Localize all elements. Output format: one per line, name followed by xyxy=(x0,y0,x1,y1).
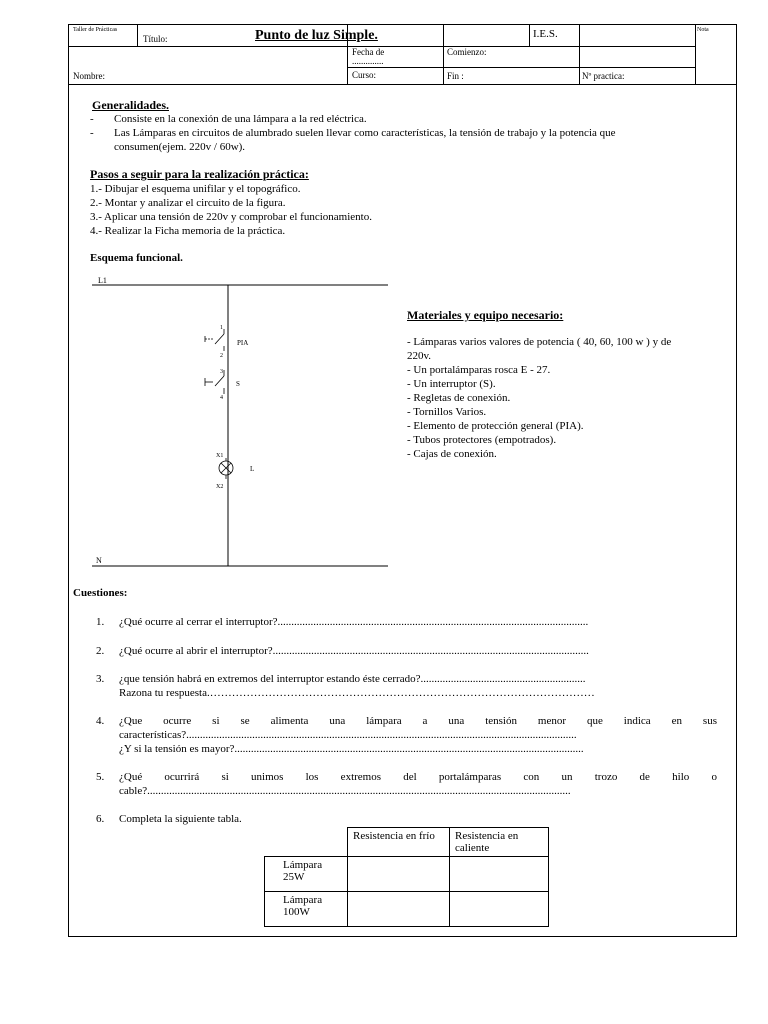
material-item: - Un portalámparas rosca E - 27. xyxy=(407,364,551,376)
terminal-4: 4 xyxy=(220,395,223,401)
material-item: - Cajas de conexión. xyxy=(407,448,497,460)
cell-100w-frio[interactable] xyxy=(348,892,450,927)
lamp-symbol xyxy=(219,458,233,479)
table-row xyxy=(265,892,549,927)
generalidades-item: - xyxy=(90,127,94,139)
x2-label: X2 xyxy=(216,484,224,490)
n-label: N xyxy=(96,556,102,565)
material-item: - Tubos protectores (empotrados). xyxy=(407,434,557,446)
page-title: Punto de luz Simple. xyxy=(255,28,378,43)
cell-25w-caliente[interactable] xyxy=(450,857,549,892)
material-item: 220v. xyxy=(407,350,432,362)
question-5-line-2: cable?.......................................................................................................................................................... xyxy=(119,785,571,797)
taller-label: Taller de Prácticas xyxy=(73,27,118,33)
generalidades-item: consumen(ejem. 220v / 60w). xyxy=(114,141,246,153)
table-row xyxy=(265,828,549,857)
paso-item: 4.- Realizar la Ficha memoria de la práctica. xyxy=(90,225,286,237)
l-label: L xyxy=(250,465,255,473)
nota-label: Nota xyxy=(697,27,709,33)
cell-25w-frio[interactable] xyxy=(348,857,450,892)
nombre-label: Nombre: xyxy=(73,71,105,81)
terminal-2: 2 xyxy=(220,353,223,359)
fin-label: Fin : xyxy=(447,71,464,81)
row-label-100w: Lámpara 100W xyxy=(265,892,348,927)
pasos-title: Pasos a seguir para la realización práctica: xyxy=(90,167,309,181)
material-item: - Tornillos Varios. xyxy=(407,406,487,418)
ies-label: I.E.S. xyxy=(533,28,558,40)
row-label-25w: Lámpara 25W xyxy=(265,857,348,892)
generalidades-item: Las Lámparas en circuitos de alumbrado suelen llevar como características, la tensión de trabajo y la potencia que xyxy=(114,127,616,139)
col-header-frio: Resistencia en frío xyxy=(348,828,450,857)
question-number: 5. xyxy=(96,771,105,783)
material-item: - Un interruptor (S). xyxy=(407,378,496,390)
esquema-title: Esquema funcional. xyxy=(90,252,183,264)
terminal-1: 1 xyxy=(220,325,223,331)
table-row xyxy=(265,857,549,892)
terminal-3: 3 xyxy=(220,369,223,375)
generalidades-title: Generalidades. xyxy=(92,98,169,112)
question-5-line-1: ¿Qué ocurrirá si unimos los extremos del portalámparas con un trozo de hilo o xyxy=(119,771,717,783)
fecha-label: Fecha de xyxy=(352,47,385,57)
titulo-label: Título: xyxy=(143,34,168,44)
question-6: Completa la siguiente tabla. xyxy=(119,813,242,825)
question-number: 4. xyxy=(96,715,105,727)
col-header-caliente: Resistencia en caliente xyxy=(450,828,549,857)
material-item: - Regletas de conexión. xyxy=(407,392,511,404)
pia-symbol xyxy=(205,329,224,351)
question-1: ¿Qué ocurre al cerrar el interruptor?................................................................................................................. xyxy=(119,616,589,628)
curso-label: Curso: xyxy=(352,70,377,80)
l1-label: L1 xyxy=(98,276,107,285)
circuit-diagram xyxy=(90,272,395,572)
question-number: 6. xyxy=(96,813,105,825)
question-3-line-2: Razona tu respuesta.…………………………………………………………………………………………… xyxy=(119,687,595,699)
cuestiones-title: Cuestiones: xyxy=(73,587,128,599)
comienzo-label: Comienzo: xyxy=(447,47,487,57)
material-item: - Elemento de protección general (PIA). xyxy=(407,420,584,432)
s-label: S xyxy=(236,380,240,388)
cell-100w-caliente[interactable] xyxy=(450,892,549,927)
question-4-line-2: características?.............................................................................................................................................. xyxy=(119,729,577,741)
question-3-line-1: ¿que tensión habrá en extremos del interruptor estando éste cerrado?............................................................ xyxy=(119,673,586,685)
question-2: ¿Qué ocurre al abrir el interruptor?................................................................................................................... xyxy=(119,645,589,657)
pia-label: PIA xyxy=(237,339,249,347)
question-4-line-3: ¿Y si la tensión es mayor?............................................................................................................................... xyxy=(119,743,584,755)
fecha-value: .............. xyxy=(352,56,384,66)
question-number: 2. xyxy=(96,645,105,657)
paso-item: 2.- Montar y analizar el circuito de la figura. xyxy=(90,197,286,209)
materiales-title: Materiales y equipo necesario: xyxy=(407,308,564,322)
question-4-line-1: ¿Que ocurre si se alimenta una lámpara a una tensión menor que indica en sus xyxy=(119,715,717,727)
x1-label: X1 xyxy=(216,453,224,459)
generalidades-item: - xyxy=(90,113,94,125)
practica-label: Nº practica: xyxy=(582,71,625,81)
question-number: 1. xyxy=(96,616,105,628)
paso-item: 1.- Dibujar el esquema unifilar y el topográfico. xyxy=(90,183,301,195)
header-box xyxy=(68,24,737,85)
material-item: - Lámparas varios valores de potencia ( 40, 60, 100 w ) y de xyxy=(407,336,672,348)
question-number: 3. xyxy=(96,673,105,685)
generalidades-item: Consiste en la conexión de una lámpara a la red eléctrica. xyxy=(114,113,367,125)
resistance-table xyxy=(264,827,549,927)
paso-item: 3.- Aplicar una tensión de 220v y comprobar el funcionamiento. xyxy=(90,211,372,223)
